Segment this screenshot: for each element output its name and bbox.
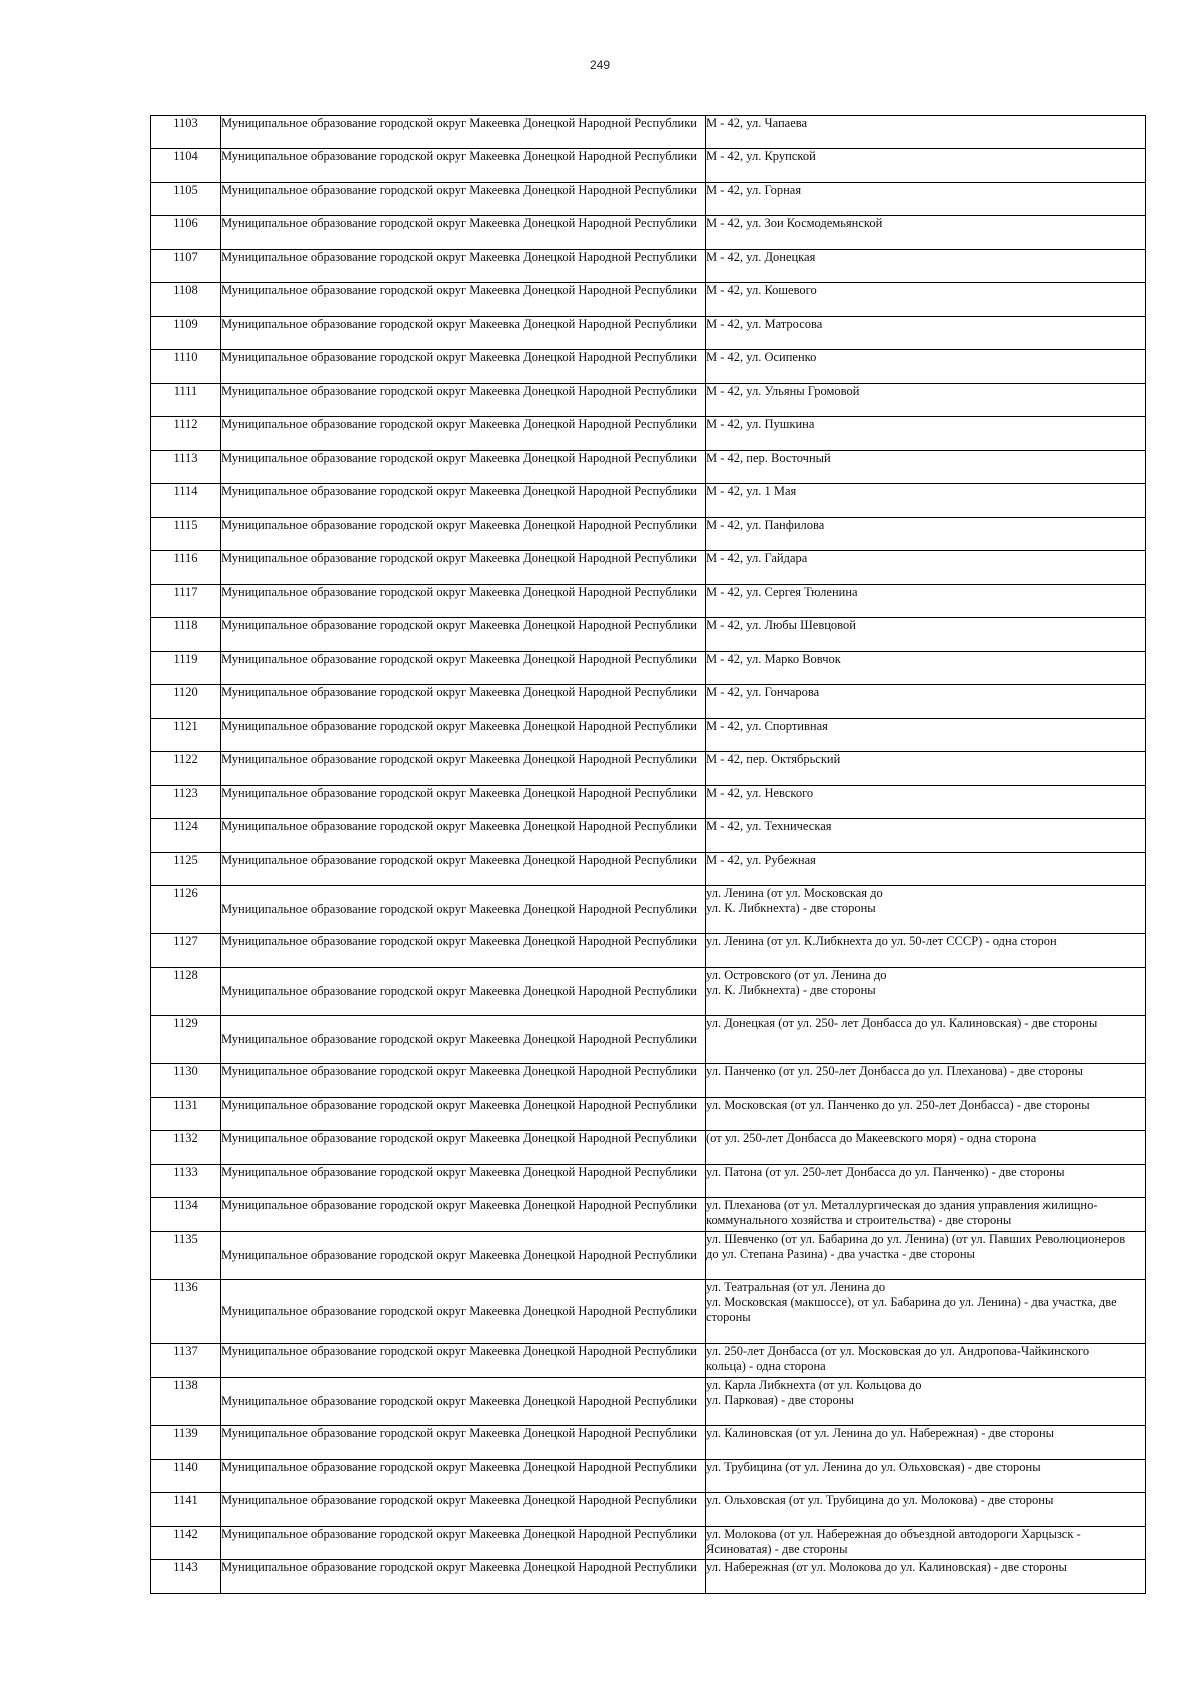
municipality-cell: Муниципальное образование городской округ Макеевка Донецкой Народной Республики: [221, 1064, 706, 1098]
row-number: 1125: [151, 853, 221, 886]
row-number: 1124: [151, 819, 221, 853]
municipality-cell: Муниципальное образование городской округ Макеевка Донецкой Народной Республики: [221, 350, 706, 384]
register-table-body: [151, 116, 1146, 1594]
municipality-cell: Муниципальное образование городской округ Макеевка Донецкой Народной Республики: [221, 819, 706, 853]
municipality-cell: Муниципальное образование городской округ Макеевка Донецкой Народной Республики: [221, 1232, 706, 1280]
street-cell: М - 42, ул. Гончарова: [706, 685, 1146, 719]
street-cell: М - 42, ул. Крупской: [706, 149, 1146, 183]
register-table: [150, 115, 1146, 1594]
row-number: 1137: [151, 1344, 221, 1378]
street-cell: М - 42, ул. Пушкина: [706, 417, 1146, 451]
street-cell: М - 42, ул. Горная: [706, 183, 1146, 216]
municipality-cell: Муниципальное образование городской округ Макеевка Донецкой Народной Республики: [221, 934, 706, 968]
table-row: [151, 853, 1146, 886]
page-number: 249: [589, 58, 611, 72]
row-number: 1128: [151, 968, 221, 1016]
municipality-cell: Муниципальное образование городской округ Макеевка Донецкой Народной Республики: [221, 1165, 706, 1198]
table-row: [151, 484, 1146, 518]
row-number: 1139: [151, 1426, 221, 1460]
row-number: 1118: [151, 618, 221, 652]
table-row: [151, 1232, 1146, 1280]
row-number: 1122: [151, 752, 221, 786]
table-row: [151, 1378, 1146, 1426]
street-cell: М - 42, ул. 1 Мая: [706, 484, 1146, 518]
table-row: [151, 819, 1146, 853]
street-cell: (от ул. 250-лет Донбасса до Макеевского моря) - одна сторона: [706, 1131, 1146, 1165]
table-row: [151, 1198, 1146, 1232]
table-row: [151, 1098, 1146, 1131]
table-row: [151, 149, 1146, 183]
street-cell: М - 42, ул. Рубежная: [706, 853, 1146, 886]
row-number: 1143: [151, 1560, 221, 1594]
table-row: [151, 685, 1146, 719]
municipality-cell: Муниципальное образование городской округ Макеевка Донецкой Народной Республики: [221, 183, 706, 216]
street-cell: М - 42, ул. Кошевого: [706, 283, 1146, 317]
table-row: [151, 1016, 1146, 1064]
table-row: [151, 652, 1146, 685]
table-row: [151, 618, 1146, 652]
municipality-cell: Муниципальное образование городской округ Макеевка Донецкой Народной Республики: [221, 886, 706, 934]
row-number: 1131: [151, 1098, 221, 1131]
street-cell: ул. Ленина (от ул. Московская до ул. К. Либкнехта) - две стороны: [706, 886, 1146, 934]
row-number: 1113: [151, 451, 221, 484]
street-cell: М - 42, ул. Невского: [706, 786, 1146, 819]
street-cell: ул. Московская (от ул. Панченко до ул. 250-лет Донбасса) - две стороны: [706, 1098, 1146, 1131]
street-cell: ул. Карла Либкнехта (от ул. Кольцова до ул. Парковая) - две стороны: [706, 1378, 1146, 1426]
municipality-cell: Муниципальное образование городской округ Макеевка Донецкой Народной Республики: [221, 1016, 706, 1064]
municipality-cell: Муниципальное образование городской округ Макеевка Донецкой Народной Республики: [221, 853, 706, 886]
municipality-cell: Муниципальное образование городской округ Макеевка Донецкой Народной Республики: [221, 551, 706, 585]
row-number: 1104: [151, 149, 221, 183]
table-row: [151, 451, 1146, 484]
street-cell: ул. Набережная (от ул. Молокова до ул. Калиновская) - две стороны: [706, 1560, 1146, 1594]
street-cell: М - 42, ул. Марко Вовчок: [706, 652, 1146, 685]
street-cell: М - 42, ул. Донецкая: [706, 250, 1146, 283]
table-row: [151, 1527, 1146, 1560]
street-cell: ул. Молокова (от ул. Набережная до объездной автодороги Харцызск - Ясиноватая) - две стороны: [706, 1527, 1146, 1560]
street-cell: М - 42, ул. Гайдара: [706, 551, 1146, 585]
row-number: 1142: [151, 1527, 221, 1560]
street-cell: ул. Трубицина (от ул. Ленина до ул. Ольховская) - две стороны: [706, 1460, 1146, 1493]
table-row: [151, 250, 1146, 283]
table-row: [151, 1064, 1146, 1098]
row-number: 1123: [151, 786, 221, 819]
municipality-cell: Муниципальное образование городской округ Макеевка Донецкой Народной Республики: [221, 283, 706, 317]
row-number: 1136: [151, 1280, 221, 1344]
row-number: 1106: [151, 216, 221, 250]
street-cell: ул. Островского (от ул. Ленина до ул. К. Либкнехта) - две стороны: [706, 968, 1146, 1016]
table-row: [151, 1165, 1146, 1198]
row-number: 1129: [151, 1016, 221, 1064]
street-cell: ул. 250-лет Донбасса (от ул. Московская до ул. Андропова-Чайкинского кольца) - одна сторона: [706, 1344, 1146, 1378]
street-cell: М - 42, ул. Ульяны Громовой: [706, 384, 1146, 417]
street-cell: М - 42, ул. Зои Космодемьянской: [706, 216, 1146, 250]
municipality-cell: Муниципальное образование городской округ Макеевка Донецкой Народной Республики: [221, 585, 706, 618]
municipality-cell: Муниципальное образование городской округ Макеевка Донецкой Народной Республики: [221, 968, 706, 1016]
row-number: 1130: [151, 1064, 221, 1098]
street-cell: ул. Театральная (от ул. Ленина до ул. Московская (макшоссе), от ул. Бабарина до ул. Ленина) - два участка, две стороны: [706, 1280, 1146, 1344]
table-row: [151, 786, 1146, 819]
municipality-cell: Муниципальное образование городской округ Макеевка Донецкой Народной Республики: [221, 451, 706, 484]
municipality-cell: Муниципальное образование городской округ Макеевка Донецкой Народной Республики: [221, 250, 706, 283]
table-row: [151, 551, 1146, 585]
municipality-cell: Муниципальное образование городской округ Макеевка Донецкой Народной Республики: [221, 618, 706, 652]
municipality-cell: Муниципальное образование городской округ Макеевка Донецкой Народной Республики: [221, 1378, 706, 1426]
municipality-cell: Муниципальное образование городской округ Макеевка Донецкой Народной Республики: [221, 116, 706, 149]
table-row: [151, 216, 1146, 250]
row-number: 1117: [151, 585, 221, 618]
row-number: 1108: [151, 283, 221, 317]
table-row: [151, 183, 1146, 216]
street-cell: ул. Шевченко (от ул. Бабарина до ул. Ленина) (от ул. Павших Революционеров до ул. Степана Разина) - два участка - две стороны: [706, 1232, 1146, 1280]
row-number: 1116: [151, 551, 221, 585]
table-row: [151, 1460, 1146, 1493]
table-row: [151, 752, 1146, 786]
municipality-cell: Муниципальное образование городской округ Макеевка Донецкой Народной Республики: [221, 1344, 706, 1378]
street-cell: М - 42, ул. Чапаева: [706, 116, 1146, 149]
row-number: 1133: [151, 1165, 221, 1198]
row-number: 1107: [151, 250, 221, 283]
municipality-cell: Муниципальное образование городской округ Макеевка Донецкой Народной Республики: [221, 1098, 706, 1131]
table-row: [151, 934, 1146, 968]
street-cell: М - 42, ул. Спортивная: [706, 719, 1146, 752]
municipality-cell: Муниципальное образование городской округ Макеевка Донецкой Народной Республики: [221, 719, 706, 752]
street-cell: ул. Панченко (от ул. 250-лет Донбасса до ул. Плеханова) - две стороны: [706, 1064, 1146, 1098]
row-number: 1112: [151, 417, 221, 451]
row-number: 1135: [151, 1232, 221, 1280]
municipality-cell: Муниципальное образование городской округ Макеевка Донецкой Народной Республики: [221, 752, 706, 786]
table-row: [151, 518, 1146, 551]
table-row: [151, 1131, 1146, 1165]
municipality-cell: Муниципальное образование городской округ Макеевка Донецкой Народной Республики: [221, 1493, 706, 1527]
row-number: 1138: [151, 1378, 221, 1426]
row-number: 1120: [151, 685, 221, 719]
municipality-cell: Муниципальное образование городской округ Макеевка Донецкой Народной Республики: [221, 786, 706, 819]
table-row: [151, 1560, 1146, 1594]
table-row: [151, 968, 1146, 1016]
table-row: [151, 1493, 1146, 1527]
municipality-cell: Муниципальное образование городской округ Макеевка Донецкой Народной Республики: [221, 317, 706, 350]
municipality-cell: Муниципальное образование городской округ Макеевка Донецкой Народной Республики: [221, 652, 706, 685]
street-cell: ул. Ольховская (от ул. Трубицина до ул. Молокова) - две стороны: [706, 1493, 1146, 1527]
street-cell: М - 42, ул. Сергея Тюленина: [706, 585, 1146, 618]
street-cell: ул. Патона (от ул. 250-лет Донбасса до ул. Панченко) - две стороны: [706, 1165, 1146, 1198]
row-number: 1105: [151, 183, 221, 216]
street-cell: М - 42, ул. Осипенко: [706, 350, 1146, 384]
row-number: 1127: [151, 934, 221, 968]
table-row: [151, 1344, 1146, 1378]
row-number: 1121: [151, 719, 221, 752]
street-cell: ул. Калиновская (от ул. Ленина до ул. Набережная) - две стороны: [706, 1426, 1146, 1460]
table-row: [151, 417, 1146, 451]
table-row: [151, 317, 1146, 350]
table-row: [151, 283, 1146, 317]
row-number: 1141: [151, 1493, 221, 1527]
municipality-cell: Муниципальное образование городской округ Макеевка Донецкой Народной Республики: [221, 417, 706, 451]
street-cell: ул. Плеханова (от ул. Металлургическая до здания управления жилищно- коммунального хозяйства и строительства) - две стороны: [706, 1198, 1146, 1232]
table-row: [151, 1280, 1146, 1344]
municipality-cell: Муниципальное образование городской округ Макеевка Донецкой Народной Республики: [221, 685, 706, 719]
street-cell: М - 42, ул. Техническая: [706, 819, 1146, 853]
table-row: [151, 350, 1146, 384]
row-number: 1114: [151, 484, 221, 518]
row-number: 1110: [151, 350, 221, 384]
municipality-cell: Муниципальное образование городской округ Макеевка Донецкой Народной Республики: [221, 1426, 706, 1460]
municipality-cell: Муниципальное образование городской округ Макеевка Донецкой Народной Республики: [221, 149, 706, 183]
street-cell: М - 42, ул. Матросова: [706, 317, 1146, 350]
municipality-cell: Муниципальное образование городской округ Макеевка Донецкой Народной Республики: [221, 1198, 706, 1232]
municipality-cell: Муниципальное образование городской округ Макеевка Донецкой Народной Республики: [221, 1131, 706, 1165]
table-row: [151, 886, 1146, 934]
municipality-cell: Муниципальное образование городской округ Макеевка Донецкой Народной Республики: [221, 216, 706, 250]
street-cell: М - 42, пер. Октябрьский: [706, 752, 1146, 786]
row-number: 1132: [151, 1131, 221, 1165]
street-cell: ул. Донецкая (от ул. 250- лет Донбасса до ул. Калиновская) - две стороны: [706, 1016, 1146, 1064]
row-number: 1111: [151, 384, 221, 417]
row-number: 1140: [151, 1460, 221, 1493]
municipality-cell: Муниципальное образование городской округ Макеевка Донецкой Народной Республики: [221, 518, 706, 551]
municipality-cell: Муниципальное образование городской округ Макеевка Донецкой Народной Республики: [221, 1460, 706, 1493]
table-row: [151, 384, 1146, 417]
row-number: 1126: [151, 886, 221, 934]
row-number: 1119: [151, 652, 221, 685]
municipality-cell: Муниципальное образование городской округ Макеевка Донецкой Народной Республики: [221, 1527, 706, 1560]
municipality-cell: Муниципальное образование городской округ Макеевка Донецкой Народной Республики: [221, 384, 706, 417]
row-number: 1115: [151, 518, 221, 551]
table-row: [151, 719, 1146, 752]
row-number: 1134: [151, 1198, 221, 1232]
municipality-cell: Муниципальное образование городской округ Макеевка Донецкой Народной Республики: [221, 1280, 706, 1344]
street-cell: М - 42, ул. Любы Шевцовой: [706, 618, 1146, 652]
table-row: [151, 116, 1146, 149]
row-number: 1103: [151, 116, 221, 149]
municipality-cell: Муниципальное образование городской округ Макеевка Донецкой Народной Республики: [221, 1560, 706, 1594]
street-cell: ул. Ленина (от ул. К.Либкнехта до ул. 50-лет СССР) - одна сторон: [706, 934, 1146, 968]
street-cell: М - 42, ул. Панфилова: [706, 518, 1146, 551]
table-row: [151, 585, 1146, 618]
municipality-cell: Муниципальное образование городской округ Макеевка Донецкой Народной Республики: [221, 484, 706, 518]
table-row: [151, 1426, 1146, 1460]
row-number: 1109: [151, 317, 221, 350]
street-cell: М - 42, пер. Восточный: [706, 451, 1146, 484]
